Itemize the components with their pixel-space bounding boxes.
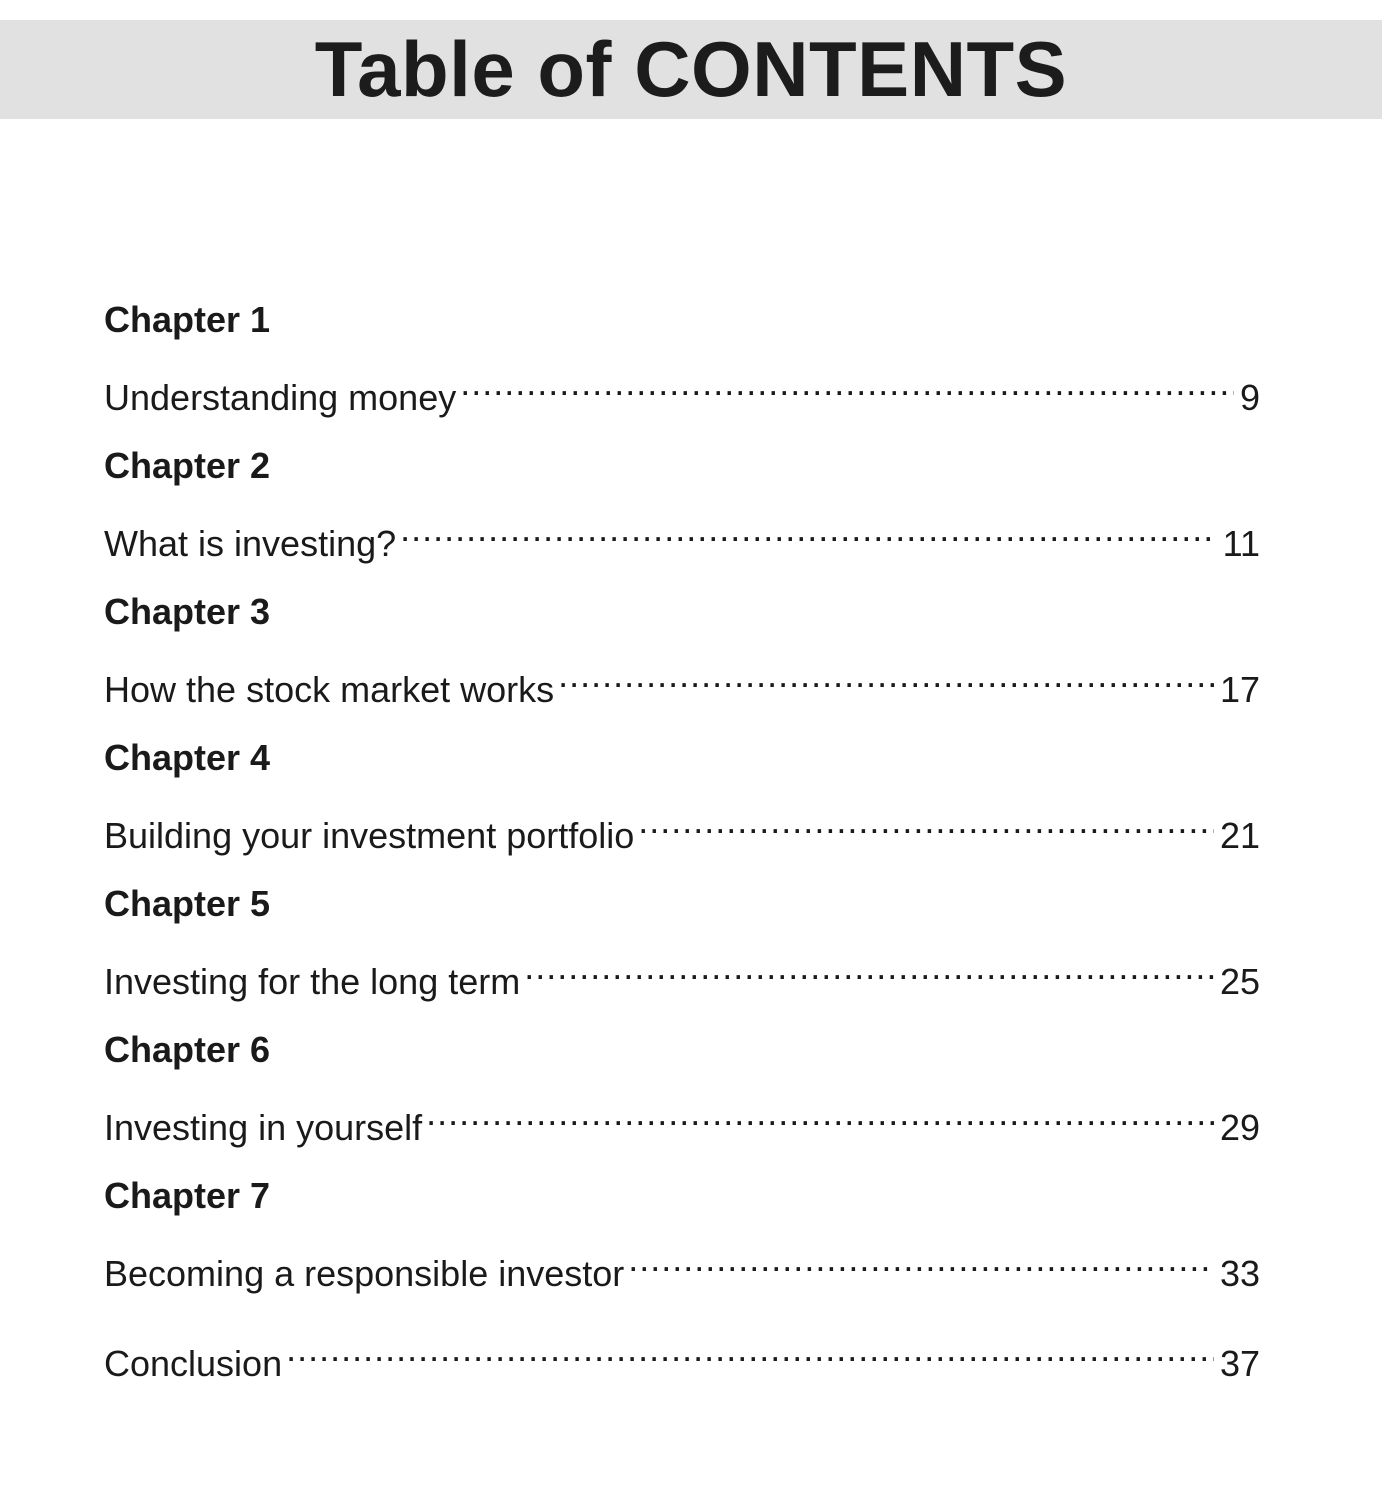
toc-item-chapter-3[interactable]: [104, 591, 1260, 710]
dot-leader: [426, 1086, 1214, 1140]
page-number: 11: [1222, 523, 1260, 564]
chapter-label: Chapter 1: [104, 299, 271, 340]
chapter-title: Building your investment portfolio: [104, 815, 635, 856]
toc-item-conclusion[interactable]: [104, 1322, 1260, 1384]
chapter-label: Chapter 4: [104, 737, 271, 778]
toc-entry-line[interactable]: [104, 1232, 1260, 1294]
page-number: 21: [1219, 815, 1260, 856]
toc-entry-line[interactable]: [104, 1322, 1260, 1384]
chapter-label: Chapter 5: [104, 883, 271, 924]
dot-leader: [558, 648, 1214, 702]
toc-item-chapter-7[interactable]: [104, 1175, 1260, 1294]
page-number: 17: [1219, 669, 1260, 710]
page-number: 37: [1219, 1343, 1260, 1384]
chapter-label: Chapter 7: [104, 1175, 271, 1216]
dot-leader: [628, 1232, 1214, 1286]
dot-leader: [460, 356, 1234, 410]
chapter-title: What is investing?: [104, 523, 397, 564]
chapter-title: Becoming a responsible investor: [104, 1253, 625, 1294]
chapter-title: Investing for the long term: [104, 961, 521, 1002]
toc-entry-line[interactable]: [104, 1086, 1260, 1148]
dot-leader: [524, 940, 1214, 994]
title-band: [0, 20, 1382, 119]
chapter-label: Chapter 3: [104, 591, 271, 632]
dot-leader: [400, 502, 1216, 556]
page-title: Table of CONTENTS: [314, 25, 1068, 113]
toc-item-chapter-2[interactable]: [104, 445, 1260, 564]
conclusion-title: Conclusion: [104, 1343, 283, 1384]
page-number: 33: [1219, 1253, 1260, 1294]
table-of-contents: [104, 300, 1260, 1412]
toc-item-chapter-5[interactable]: [104, 883, 1260, 1002]
toc-item-chapter-6[interactable]: [104, 1029, 1260, 1148]
toc-item-chapter-4[interactable]: [104, 737, 1260, 856]
page-number: 9: [1239, 377, 1260, 418]
toc-entry-line[interactable]: [104, 502, 1260, 564]
toc-entry-line[interactable]: [104, 794, 1260, 856]
toc-item-chapter-1[interactable]: [104, 299, 1260, 418]
chapter-title: Investing in yourself: [104, 1107, 423, 1148]
dot-leader: [286, 1322, 1214, 1376]
page-number: 25: [1219, 961, 1260, 1002]
chapter-title: How the stock market works: [104, 669, 555, 710]
chapter-label: Chapter 2: [104, 445, 271, 486]
chapter-title: Understanding money: [104, 377, 457, 418]
toc-entry-line[interactable]: [104, 940, 1260, 1002]
dot-leader: [638, 794, 1214, 848]
toc-entry-line[interactable]: [104, 648, 1260, 710]
toc-entry-line[interactable]: [104, 356, 1260, 418]
page-number: 29: [1219, 1107, 1260, 1148]
chapter-label: Chapter 6: [104, 1029, 271, 1070]
